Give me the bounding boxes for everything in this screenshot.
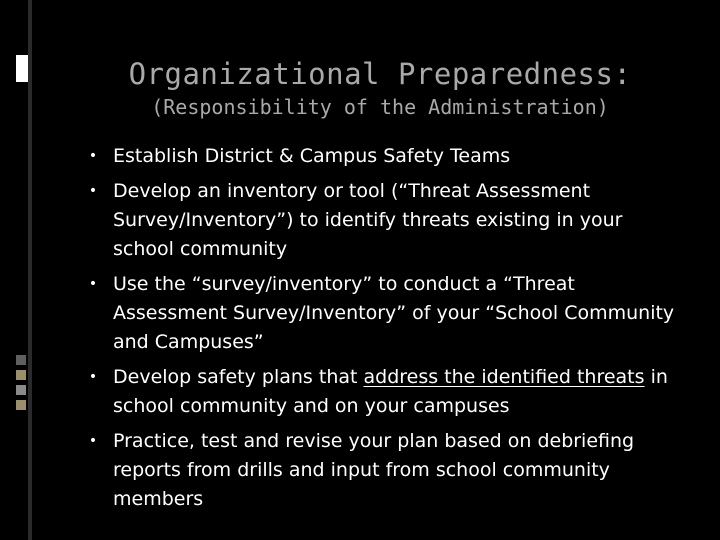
bullet-item: [85, 142, 680, 171]
bullet-dot-icon: •: [88, 183, 98, 199]
title-subtitle: (Responsibility of the Administration): [151, 95, 609, 119]
bullet-text-post: in school community and on your campuses: [113, 366, 668, 417]
slide-title: [40, 56, 720, 120]
accent-square: [16, 355, 26, 365]
bullet-item: [85, 177, 680, 264]
bullet-text: Establish District & Campus Safety Teams: [113, 145, 511, 167]
accent-square: [16, 370, 26, 380]
bullet-text: Use the “survey/inventory” to conduct a “Threat Assessment Survey/Inventory” of your “School Community and Campuses”: [113, 273, 675, 353]
bullet-item: [85, 427, 680, 514]
accent-square: [16, 385, 26, 395]
bullet-text: Practice, test and revise your plan based on debriefing reports from drills and input from school community members: [113, 430, 635, 510]
white-accent-block: [16, 55, 28, 82]
bullet-list: [85, 142, 680, 514]
bullet-dot-icon: •: [88, 369, 98, 385]
bullet-item: [85, 270, 680, 357]
left-accent-bar: [28, 0, 32, 540]
bullet-item: [85, 363, 680, 421]
slide-content: [85, 142, 680, 520]
accent-square: [16, 400, 26, 410]
bullet-text: Develop an inventory or tool (“Threat Assessment Survey/Inventory”) to identify threats existing in your school community: [113, 180, 623, 260]
bullet-dot-icon: •: [88, 433, 98, 449]
bullet-text-pre: Develop safety plans that: [113, 366, 364, 388]
bullet-text-underlined: address the identified threats: [363, 366, 645, 388]
bullet-dot-icon: •: [88, 148, 98, 164]
title-main: Organizational Preparedness:: [128, 57, 632, 91]
bullet-dot-icon: •: [88, 276, 98, 292]
